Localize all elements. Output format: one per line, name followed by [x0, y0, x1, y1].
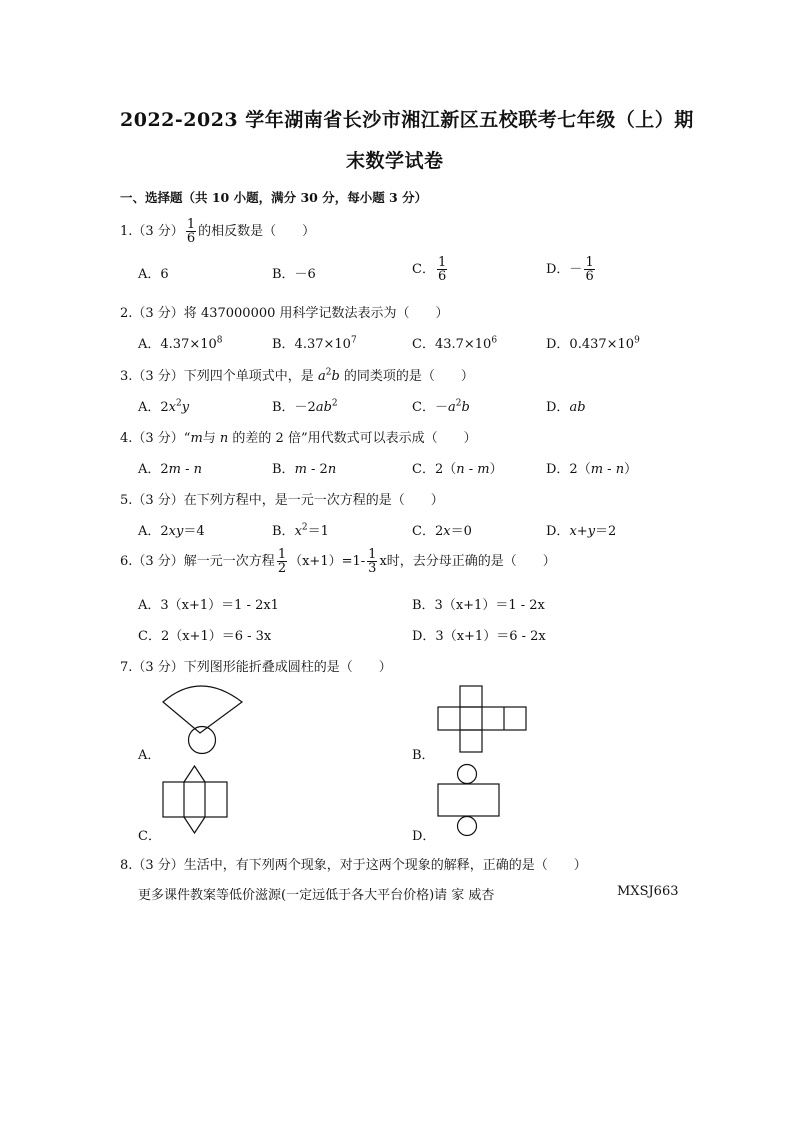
q1-option-c: C． $\frac{1}{6}$: [412, 255, 447, 284]
q3-option-b: B．$-2ab^2$: [272, 398, 338, 415]
q7-option-b: B．: [412, 748, 435, 763]
paper-title-line1: 2022-2023 学年湖南省长沙市湘江新区五校联考七年级（上）期: [120, 109, 694, 131]
q3-option-c: C．$-a^2b$: [412, 398, 470, 415]
q1-option-d: D．－ $\frac{1}{6}$: [546, 255, 594, 284]
question-6: 6.（3 分）解一元一次方程 $\frac{1}{2}$ （x+1）=1- $\frac{1}{3}$ x时，去分母正确的是（ ）: [120, 547, 556, 576]
q1-option-b: B．－6: [272, 267, 316, 282]
q5-option-b: B．$x^2=1$: [272, 522, 329, 539]
paper-title-line2: 末数学试卷: [346, 150, 444, 172]
q6-option-d: D．3（x+1）＝6 - 2x: [412, 629, 546, 644]
question-5: 5.（3 分）在下列方程中，是一元一次方程的是（ ）: [120, 493, 444, 508]
question-3: 3.（3 分）下列四个单项式中，是 $a^2b$ 的同类项的是（ ）: [120, 367, 474, 384]
question-2: 2.（3 分）将 437000000 用科学记数法表示为（ ）: [120, 306, 449, 321]
q7-option-c: C．: [138, 829, 161, 844]
q2-option-b: B．$4.37\times 10^7$: [272, 335, 357, 352]
q5-option-d: D．x+y＝2: [546, 524, 617, 539]
q1-option-a: A．6: [138, 267, 169, 282]
q2-option-d: D．$0.437\times 10^9$: [546, 335, 640, 352]
q1-fraction: $\frac{1}{6}$: [186, 217, 196, 246]
question-7: 7.（3 分）下列图形能折叠成圆柱的是（ ）: [120, 660, 392, 675]
q5-option-c: C．2x＝0: [412, 524, 472, 539]
q2-option-a: A．$4.37\times 10^8$: [138, 335, 223, 352]
q4-option-c: C．2（n - m）: [412, 462, 503, 477]
section-heading: 一、选择题（共 10 小题，满分 30 分，每小题 3 分）: [120, 190, 428, 205]
question-4: 4.（3 分）“m与 n 的差的 2 倍”用代数式可以表示成（ ）: [120, 431, 477, 446]
q7-option-a: A．: [138, 748, 161, 763]
q2-option-c: C．$43.7\times 10^6$: [412, 335, 498, 352]
q6-option-a: A．3（x+1）＝1 - 2x1: [138, 598, 279, 613]
q7-figure-d: [437, 763, 507, 839]
q7-option-d: D．: [412, 829, 436, 844]
q4-option-d: D．2（m - n）: [546, 462, 638, 477]
q1-prefix: 1.（3 分）: [120, 224, 184, 239]
q7-figure-b: [437, 685, 532, 757]
q1-suffix: 的相反数是（ ）: [198, 224, 316, 239]
footer-note: 更多课件教案等低价滋源(一定远低于各大平台价格)请 家 威杏: [138, 888, 495, 903]
q4-option-a: A．2m - n: [138, 462, 203, 477]
q3-option-d: D．ab: [546, 400, 586, 415]
q7-figure-c: [162, 764, 232, 836]
q7-figure-a: [160, 680, 250, 760]
q4-option-b: B．m - 2n: [272, 462, 337, 477]
q3-option-a: A．$2x^2y$: [138, 398, 190, 415]
question-8: 8.（3 分）生活中，有下列两个现象，对于这两个现象的解释，正确的是（ ）: [120, 858, 587, 873]
q5-option-a: A．2xy＝4: [138, 524, 205, 539]
question-1: [120, 218, 315, 245]
q6-option-b: B．3（x+1）＝1 - 2x: [412, 598, 545, 613]
footer-code: MXSJ663: [617, 884, 679, 899]
q6-option-c: C．2（x+1）＝6 - 3x: [138, 629, 272, 644]
